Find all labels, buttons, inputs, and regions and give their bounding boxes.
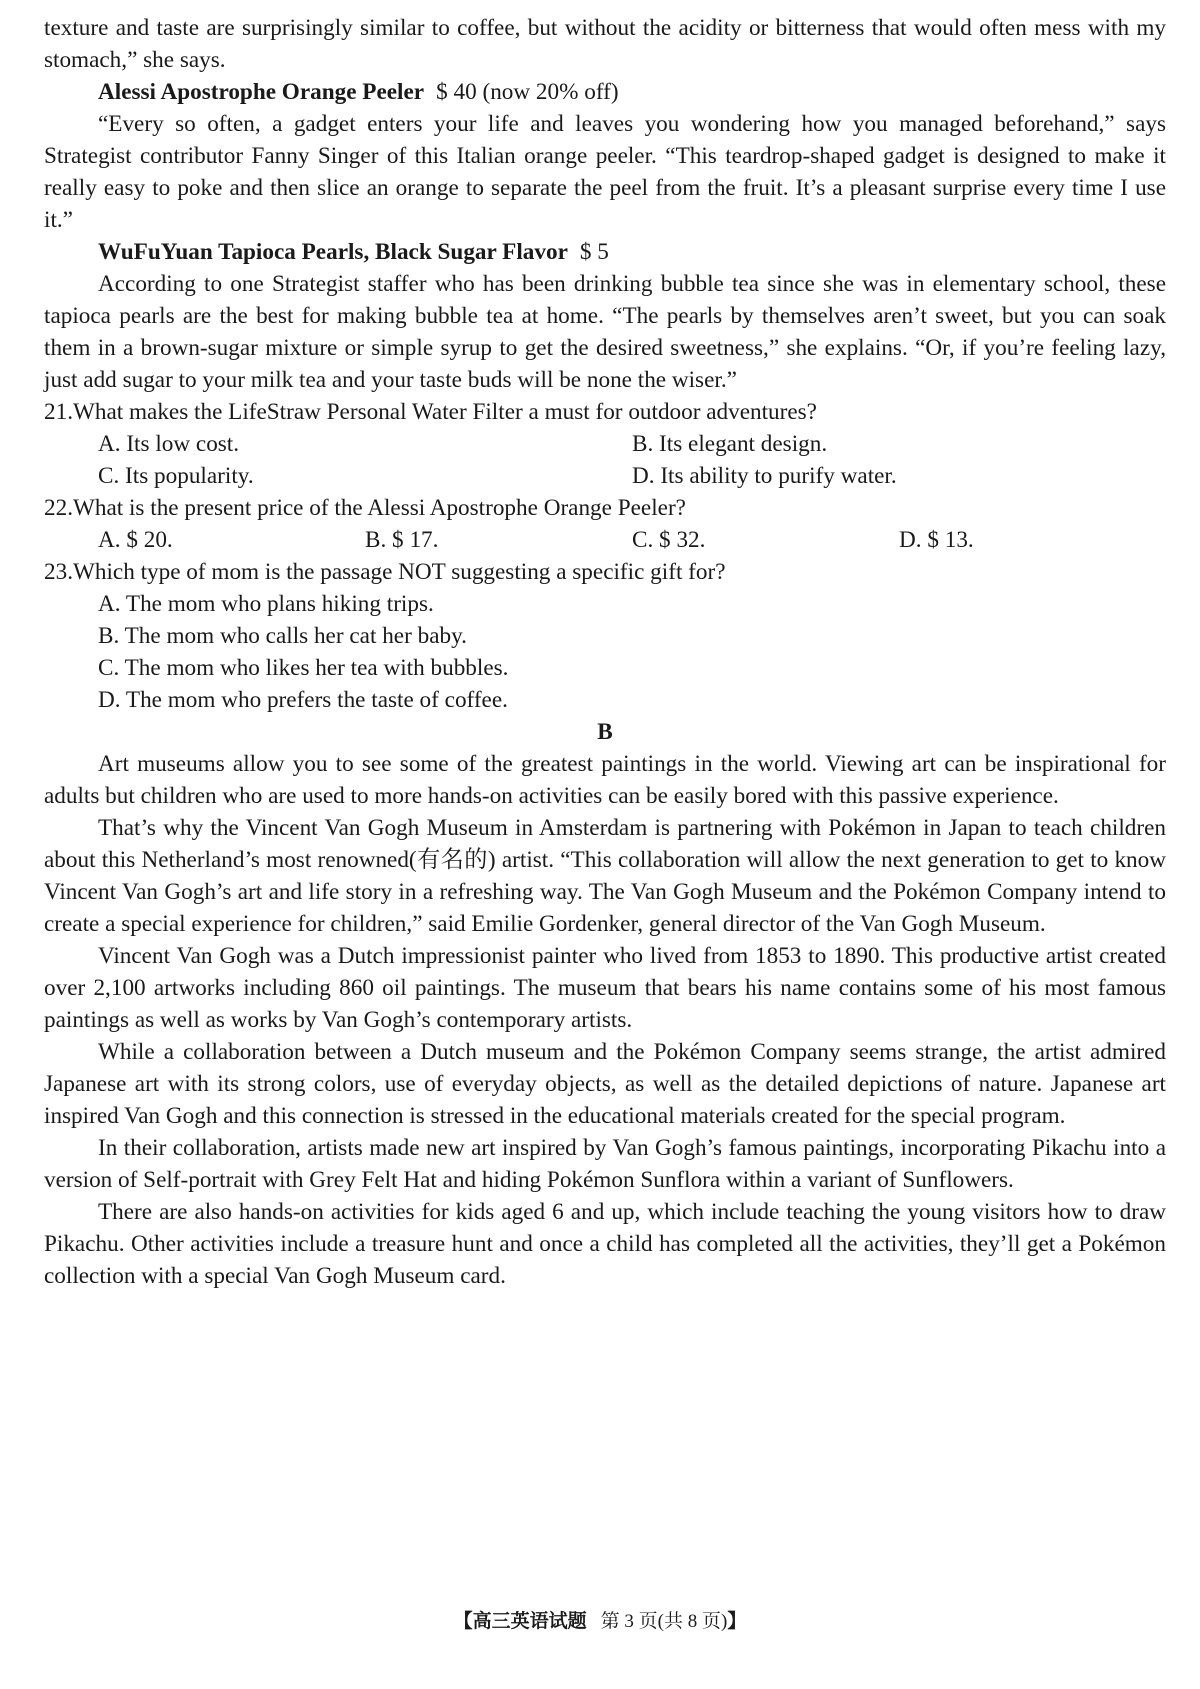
- item-heading-orange-peeler: [44, 76, 1166, 108]
- option-c[interactable]: C. $ 32.: [632, 527, 706, 553]
- item-description-tapioca-pearls: According to one Strategist staffer who has been drinking bubble tea since she was in elementary school, these tapioca pearls are the best for making bubble tea at home. “The pearls by themselves aren’t sweet, but you can soak them in a brown-sugar mixture or simple syrup to get the desired sweetness,” she explains. “Or, if you’re feeling lazy, just add sugar to your milk tea and your taste buds will be none the wiser.”: [44, 271, 1166, 393]
- option-b[interactable]: B. Its elegant design.: [632, 431, 828, 457]
- passage-b-paragraph: Art museums allow you to see some of the greatest paintings in the world. Viewing art can be inspirational for adults but children who are used to more hands-on activities can be easily bored with this passive experience.: [44, 751, 1166, 809]
- option-a[interactable]: A. Its low cost.: [98, 431, 240, 457]
- passage-b-paragraph: That’s why the Vincent Van Gogh Museum in Amsterdam is partnering with Pokémon in Japan to teach children about this Netherland’s most renowned(有名的) artist. “This collaboration will allow the next generation to get to know Vincent Van Gogh’s art and life story in a refreshing way. The Van Gogh Museum and the Pokémon Company intend to create a special experience for children,” said Emilie Gordenker, general director of the Van Gogh Museum.: [44, 815, 1166, 937]
- footer-exam-title: 高三英语试题: [472, 1610, 587, 1632]
- passage-b-paragraph: There are also hands-on activities for kids aged 6 and up, which include teaching the young visitors how to draw Pikachu. Other activities include a treasure hunt and once a child has completed all the activities, they’ll get a Pokémon collection with a special Van Gogh Museum card.: [44, 1199, 1166, 1289]
- question-21-options-row-1: [44, 428, 1166, 460]
- passage-b-paragraph: While a collaboration between a Dutch museum and the Pokémon Company seems strange, the artist admired Japanese art with its strong colors, use of everyday objects, as well as the detailed depictions of nature. Japanese art inspired Van Gogh and this connection is stressed in the educational materials created for the special program.: [44, 1039, 1166, 1129]
- question-text: Which type of mom is the passage NOT suggesting a specific gift for?: [72, 559, 726, 585]
- question-21: [44, 396, 1166, 428]
- question-number: 21.: [44, 399, 73, 425]
- option-d[interactable]: D. The mom who prefers the taste of coffee.: [98, 687, 508, 713]
- question-number: 23.: [44, 559, 73, 585]
- item-name: WuFuYuan Tapioca Pearls, Black Sugar Flavor: [98, 239, 568, 265]
- option-b[interactable]: B. $ 17.: [365, 527, 439, 553]
- item-description-orange-peeler: “Every so often, a gadget enters your life and leaves you wondering how you managed beforehand,” says Strategist contributor Fanny Singer of this Italian orange peeler. “This teardrop-shaped gadget is designed to make it really easy to poke and then slice an orange to separate the peel from the fruit. It’s a pleasant surprise every time I use it.”: [44, 111, 1166, 233]
- option-d[interactable]: D. $ 13.: [899, 527, 974, 553]
- exam-page: [44, 12, 1166, 1292]
- question-22-options: [44, 524, 1166, 556]
- item-price: $ 5: [579, 239, 609, 265]
- footer-open-bracket: 【: [453, 1610, 473, 1632]
- option-d[interactable]: D. Its ability to purify water.: [632, 463, 897, 489]
- item-heading-tapioca-pearls: [44, 236, 1166, 268]
- page-footer: [0, 1606, 1200, 1637]
- footer-close-bracket: 】: [727, 1610, 747, 1632]
- option-c[interactable]: C. Its popularity.: [98, 463, 254, 489]
- coffee-paragraph-end: texture and taste are surprisingly similar to coffee, but without the acidity or bitterness that would often mess with my stomach,” she says.: [44, 15, 1166, 73]
- option-a[interactable]: A. $ 20.: [98, 527, 173, 553]
- question-text: What makes the LifeStraw Personal Water Filter a must for outdoor adventures?: [72, 399, 817, 425]
- passage-b-paragraph: Vincent Van Gogh was a Dutch impressionist painter who lived from 1853 to 1890. This productive artist created over 2,100 artworks including 860 oil paintings. The museum that bears his name contains some of his most famous paintings as well as works by Van Gogh’s contemporary artists.: [44, 943, 1166, 1033]
- question-number: 22.: [44, 495, 73, 521]
- item-price: $ 40 (now 20% off): [436, 79, 619, 105]
- option-a[interactable]: A. The mom who plans hiking trips.: [98, 591, 434, 617]
- question-text: What is the present price of the Alessi Apostrophe Orange Peeler?: [72, 495, 686, 521]
- option-b[interactable]: B. The mom who calls her cat her baby.: [98, 623, 467, 649]
- item-name: Alessi Apostrophe Orange Peeler: [98, 79, 425, 105]
- passage-b-label: B: [597, 719, 613, 745]
- option-c[interactable]: C. The mom who likes her tea with bubbles.: [98, 655, 509, 681]
- passage-b-paragraph: In their collaboration, artists made new art inspired by Van Gogh’s famous paintings, incorporating Pikachu into a version of Self-portrait with Grey Felt Hat and hiding Pokémon Sunflora within a variant of Sunflowers.: [44, 1135, 1166, 1193]
- question-23: [44, 556, 1166, 588]
- question-21-options-row-2: [44, 460, 1166, 492]
- question-22: [44, 492, 1166, 524]
- footer-page-info: 第 3 页(共 8 页): [600, 1611, 728, 1632]
